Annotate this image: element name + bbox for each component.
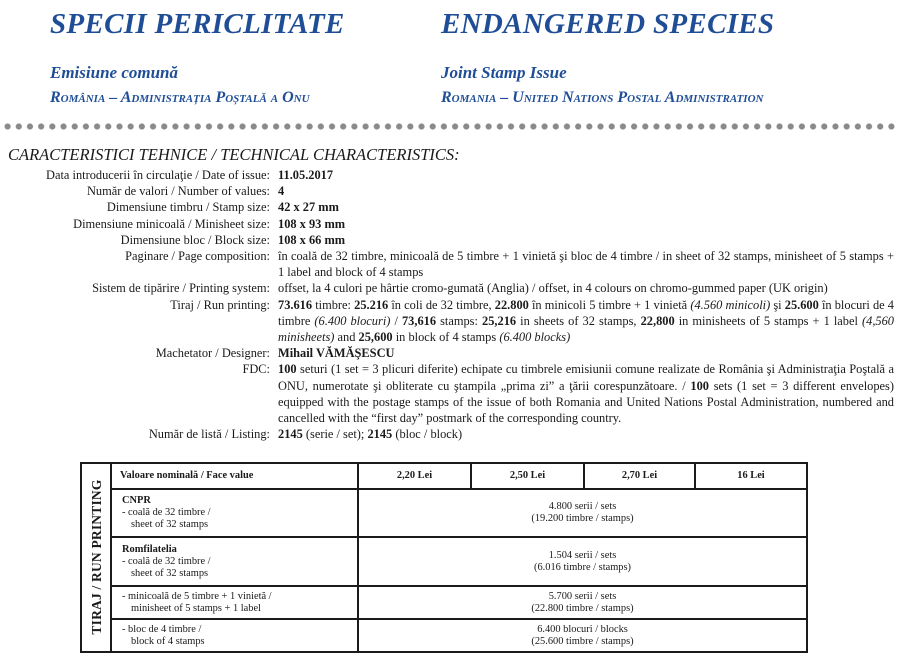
label-page-composition: Paginare / Page composition: xyxy=(125,249,270,264)
row-quantity xyxy=(358,489,806,537)
technical-characteristics-table xyxy=(4,167,894,442)
run-sheets-ro: 25.216 xyxy=(354,297,389,312)
quantity-stamps: (6.016 timbre / stamps) xyxy=(534,561,631,573)
value-number-of-values: 4 xyxy=(278,184,285,199)
row-label-block xyxy=(112,619,358,651)
label-block-size: Dimensiune bloc / Block size: xyxy=(120,232,270,247)
row-label-line: - coală de 32 timbre / xyxy=(122,507,211,519)
value-minisheet-size: 108 x 93 mm xyxy=(278,216,346,231)
label-designer: Machetator / Designer: xyxy=(155,346,270,361)
run-text: în blocuri de 4 timbre xyxy=(278,297,894,328)
table-row xyxy=(112,586,806,619)
face-value-cell: 2,70 Lei xyxy=(584,464,695,489)
label-run-printing: Tiraj / Run printing: xyxy=(170,297,270,312)
quantity-stamps: (22.800 timbre / stamps) xyxy=(531,602,634,614)
value-block-size: 108 x 66 mm xyxy=(278,232,346,247)
run-text: în coli de 32 timbre, xyxy=(388,297,495,312)
run-text: în minicoli 5 timbre + 1 vinietă xyxy=(528,297,691,312)
run-minisheets-en: 22,800 xyxy=(640,313,675,328)
fdc-text-en: sets (1 set = 3 different envelopes) equipped with the postage stamps of the issue of both Romania and United Nations Postal Administration, numbered and cancelled with the “first day” postmark of the corresponding country. xyxy=(278,378,895,426)
face-value-cell: 16 Lei xyxy=(695,464,806,489)
row-quantity xyxy=(358,586,806,619)
run-text: timbre: xyxy=(312,297,355,312)
run-text: in minisheets of 5 stamps + 1 label xyxy=(674,313,862,328)
run-sheets-en: 25,216 xyxy=(482,313,517,328)
label-fdc: FDC: xyxy=(242,362,270,377)
row-page-composition xyxy=(4,248,894,280)
row-label-line: minisheet of 5 stamps + 1 label xyxy=(131,602,261,614)
run-total-en: 73,616 xyxy=(401,313,437,328)
quantity-stamps: (25.600 timbre / stamps) xyxy=(531,635,634,647)
issuers-english: Romania – United Nations Postal Administration xyxy=(441,89,764,106)
row-label-line: - bloc de 4 timbre / xyxy=(122,623,202,635)
fdc-text-ro: seturi (1 set = 3 plicuri diferite) echipate cu timbrele emisiunii comune realizate de România şi Administraţia Poştală a ONU, numerotate şi obliterate cu ştampila „prima zi” a ţării corespunzătoare. / xyxy=(278,362,894,393)
listing-set-text: (serie / set); xyxy=(302,427,368,442)
value-run-printing xyxy=(278,297,894,346)
listing-block-number: 2145 xyxy=(367,427,393,442)
subtitle-romanian: Emisiune comună xyxy=(50,63,179,82)
run-printing-vertical-text: TIRAJ / RUN PRINTING xyxy=(89,479,104,635)
quantity-sets: 5.700 serii / sets xyxy=(548,590,617,602)
table-row xyxy=(112,619,806,651)
run-text: in block of 4 stamps xyxy=(392,330,500,345)
value-listing xyxy=(278,426,894,442)
label-printing-system: Sistem de tipărire / Printing system: xyxy=(92,281,270,296)
row-quantity xyxy=(358,537,806,585)
row-label-line: sheet of 32 stamps xyxy=(131,567,209,579)
row-label-line: - minicoală de 5 timbre + 1 vinietă / xyxy=(122,590,272,602)
run-minisheets-ro-note: (4.560 minicoli) xyxy=(690,297,771,312)
run-minisheets-en-note: (4,560 minisheets) xyxy=(278,313,895,345)
row-fdc xyxy=(4,361,894,426)
face-value-cell: 2,20 Lei xyxy=(358,464,471,489)
run-blocks-en-note: (6.400 blocks) xyxy=(499,330,571,345)
run-blocks-ro-note: (6.400 blocuri) xyxy=(314,313,391,328)
face-value-header-row xyxy=(112,464,806,489)
value-page-composition: în coală de 32 timbre, minicoală de 5 timbre + 1 vinietă şi bloc de 4 timbre / in sheet of 32 stamps, minisheet of 5 stamps + 1 label and block of 4 stamps xyxy=(278,249,894,280)
table-row xyxy=(112,537,806,585)
value-designer: Mihail VĂMĂŞESCU xyxy=(278,346,395,361)
run-total-ro: 73.616 xyxy=(278,297,313,312)
label-listing: Număr de listă / Listing: xyxy=(148,427,270,442)
label-date-of-issue: Data introducerii în circulaţie / Date of issue: xyxy=(46,168,270,182)
row-label-title: Romfilatelia xyxy=(122,543,177,555)
run-text: in sheets of 32 stamps, xyxy=(516,313,641,328)
row-listing xyxy=(4,426,894,442)
quantity-sets: 4.800 serii / sets xyxy=(548,501,617,513)
row-label-line: block of 4 stamps xyxy=(131,635,205,647)
row-minisheet-size xyxy=(4,216,894,232)
run-minisheets-ro: 22.800 xyxy=(494,297,529,312)
row-label-line: sheet of 32 stamps xyxy=(131,519,209,531)
title-romanian: SPECII PERICLITATE xyxy=(50,8,345,40)
quantity-stamps: (19.200 timbre / stamps) xyxy=(531,513,634,525)
row-label-minisheet xyxy=(112,586,358,619)
run-text: and xyxy=(334,330,359,345)
row-number-of-values xyxy=(4,183,894,199)
dotted-divider xyxy=(2,122,898,131)
listing-block-text: (bloc / block) xyxy=(392,427,463,442)
section-title: CARACTERISTICI TEHNICE / TECHNICAL CHARACTERISTICS: xyxy=(8,145,460,164)
quantity-sets: 6.400 blocuri / blocks xyxy=(537,623,628,635)
run-text: şi xyxy=(770,297,785,312)
table-row xyxy=(112,489,806,537)
label-stamp-size: Dimensiune timbru / Stamp size: xyxy=(106,200,270,215)
row-quantity xyxy=(358,619,806,651)
row-label-line: - coală de 32 timbre / xyxy=(122,555,211,567)
face-value-cell: 2,50 Lei xyxy=(471,464,584,489)
row-block-size xyxy=(4,232,894,248)
run-printing-side-label xyxy=(82,464,112,651)
fdc-sets-en: 100 xyxy=(690,378,709,393)
row-date-of-issue xyxy=(4,167,894,183)
value-fdc xyxy=(278,361,894,426)
label-number-of-values: Număr de valori / Number of values: xyxy=(86,184,270,199)
row-label-romfilatelia xyxy=(112,537,358,585)
row-printing-system xyxy=(4,280,894,296)
quantity-sets: 1.504 serii / sets xyxy=(548,549,617,561)
value-stamp-size: 42 x 27 mm xyxy=(278,200,339,215)
run-blocks-en: 25,600 xyxy=(358,330,393,345)
run-text: stamps: xyxy=(436,313,483,328)
listing-set-number: 2145 xyxy=(278,427,303,442)
issuers-romanian: România – Administrația Poștală a Onu xyxy=(50,89,310,106)
row-run-printing xyxy=(4,297,894,346)
fdc-sets-ro: 100 xyxy=(278,362,297,377)
title-english: ENDANGERED SPECIES xyxy=(441,8,775,40)
face-value-header: Valoare nominală / Face value xyxy=(112,464,358,489)
row-label-cnpr xyxy=(112,489,358,537)
subtitle-english: Joint Stamp Issue xyxy=(441,63,567,82)
run-printing-box xyxy=(80,462,808,653)
row-stamp-size xyxy=(4,199,894,215)
run-text: / xyxy=(390,313,402,328)
value-date-of-issue: 11.05.2017 xyxy=(278,168,334,182)
label-minisheet-size: Dimensiune minicoală / Minisheet size: xyxy=(73,216,270,231)
run-printing-table xyxy=(112,464,806,651)
row-label-title: CNPR xyxy=(122,495,151,507)
run-blocks-ro: 25.600 xyxy=(784,297,819,312)
row-designer xyxy=(4,345,894,361)
value-printing-system: offset, la 4 culori pe hârtie cromo-gumată (Anglia) / offset, in 4 colours on chromo-gummed paper (UK origin) xyxy=(278,281,828,296)
